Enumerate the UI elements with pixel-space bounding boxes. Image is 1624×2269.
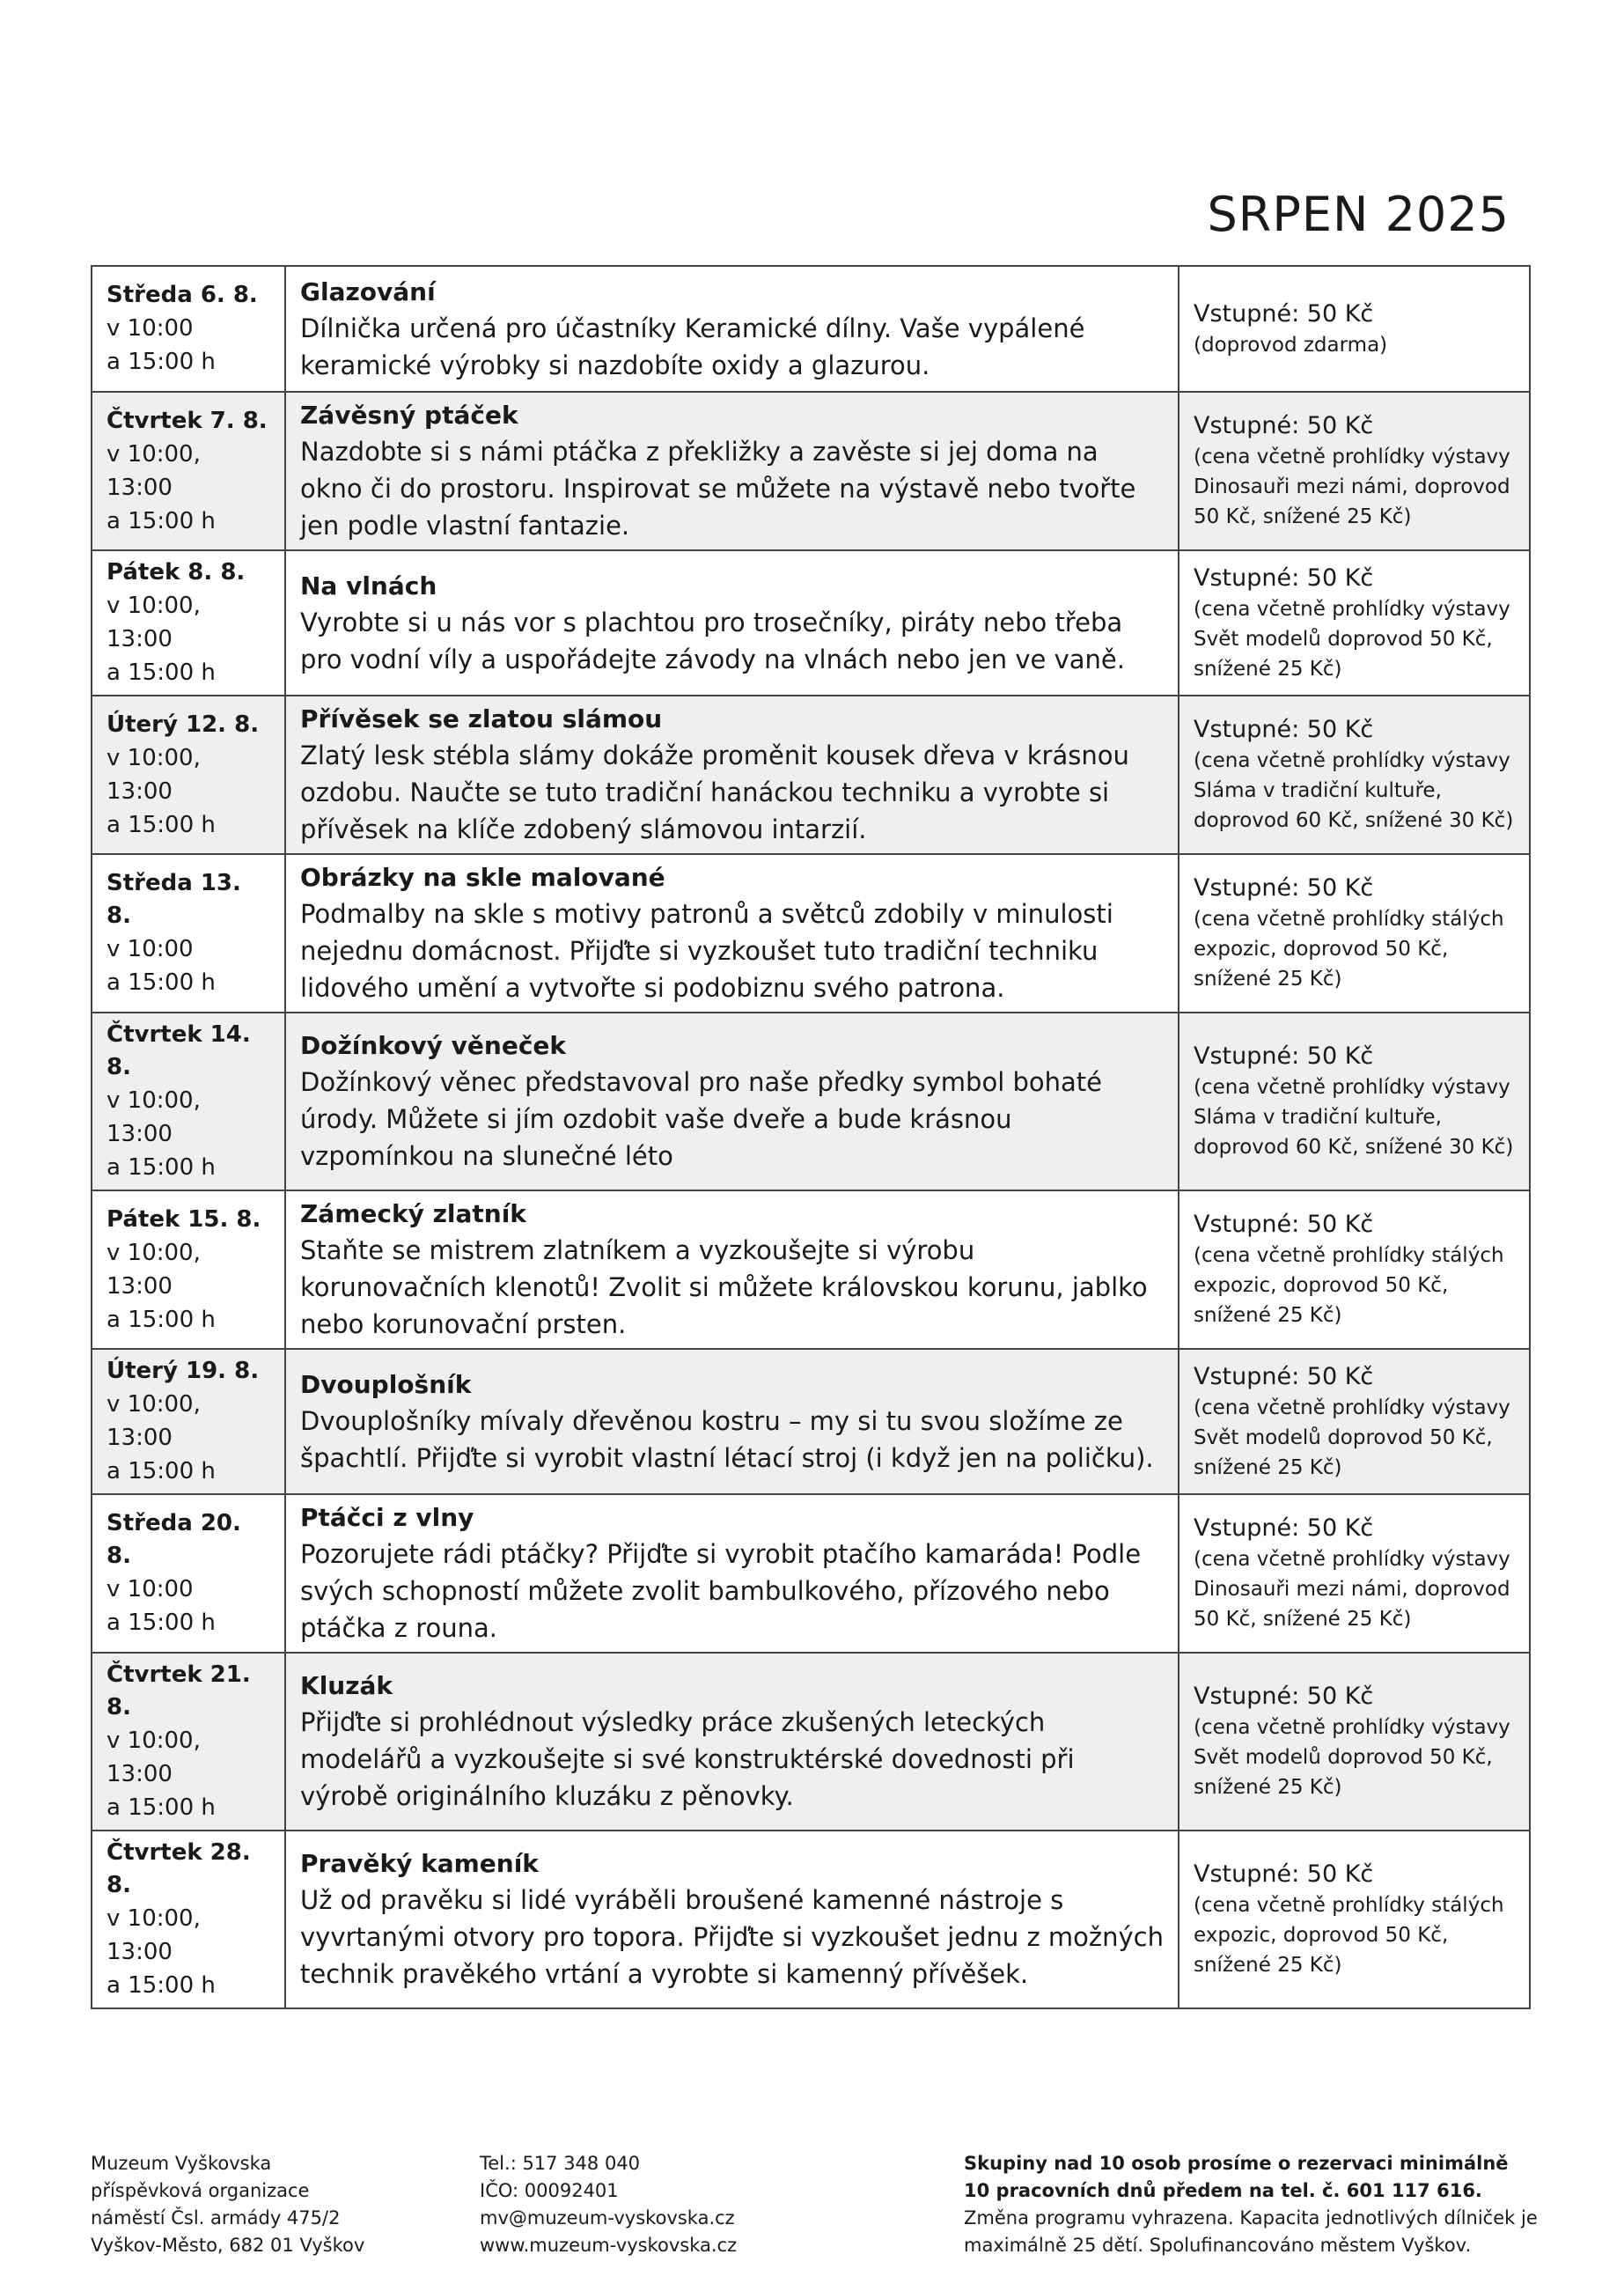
event-price: Vstupné: 50 Kč (1194, 874, 1374, 902)
event-row (92, 1190, 1530, 1349)
program-table-body (92, 266, 1530, 2008)
event-price-note: (cena včetně prohlídky výstavy Sláma v tradiční kultuře, doprovod 60 Kč, snížené 30 Kč) (1194, 749, 1514, 832)
event-description: Staňte se mistrem zlatníkem a vyzkoušejte si výrobu korunovačních klenotů! Zvolit si můžete královskou korunu, jablko nebo korunovační prsten. (300, 1235, 1148, 1339)
event-title: Na vlnách (300, 571, 437, 600)
event-description: Dožínkový věnec představoval pro naše předky symbol bohaté úrody. Můžete si jím ozdobit vaše dveře a bude krásnou vzpomínkou na slunečné léto (300, 1067, 1102, 1171)
event-program-cell (285, 696, 1179, 854)
event-row (92, 1653, 1530, 1831)
event-price: Vstupné: 50 Kč (1194, 564, 1374, 592)
event-time: v 10:00 (107, 315, 194, 342)
event-price-note: (cena včetně prohlídky výstavy Svět modelů doprovod 50 Kč, snížené 25 Kč) (1194, 597, 1510, 681)
event-price-note: (doprovod zdarma) (1194, 333, 1388, 357)
event-price: Vstupné: 50 Kč (1194, 412, 1374, 439)
event-price: Vstupné: 50 Kč (1194, 299, 1374, 328)
event-title: Přívěsek se zlatou slámou (300, 704, 663, 733)
footer-org-line: náměstí Čsl. armády 475/2 (91, 2207, 341, 2228)
event-date-cell (92, 1190, 285, 1349)
event-day: Středa 6. 8. (107, 282, 258, 308)
event-price-note: (cena včetně prohlídky výstavy Svět modelů doprovod 50 Kč, snížené 25 Kč) (1194, 1716, 1510, 1799)
event-time: v 10:00 (107, 1576, 194, 1602)
event-row (92, 696, 1530, 854)
event-program-cell (285, 1013, 1179, 1190)
event-description: Dvouplošníky mívaly dřevěnou kostru – my si tu svou složíme ze špachtlí. Přijďte si vyrobit vlastní létací stroj (i když jen na poličku). (300, 1405, 1154, 1473)
event-price: Vstupné: 50 Kč (1194, 1042, 1374, 1070)
event-title: Glazování (300, 276, 436, 306)
event-row (92, 854, 1530, 1013)
event-time: a 15:00 h (107, 1154, 216, 1181)
event-time: v 10:00, 13:00 (107, 593, 201, 652)
event-price: Vstupné: 50 Kč (1194, 1211, 1374, 1238)
event-date-cell (92, 854, 285, 1013)
event-day: Středa 13. 8. (107, 870, 241, 929)
footer-notice-line: maximálně 25 dětí. Spolufinancováno městem Vyškov. (964, 2235, 1472, 2256)
footer-organization (91, 2150, 443, 2259)
event-program-cell (285, 392, 1179, 550)
event-time: a 15:00 h (107, 507, 216, 534)
event-row (92, 1831, 1530, 2008)
event-title: Dvouplošník (300, 1369, 472, 1399)
event-time: v 10:00, 13:00 (107, 440, 201, 501)
event-description: Pozorujete rádi ptáčky? Přijďte si vyrobit ptačího kamaráda! Podle svých schopností můžete zvolit bambulkového, přízového nebo ptáčka z rouna. (300, 1539, 1142, 1643)
footer-notice-line: Změna programu vyhrazena. Kapacita jednotlivých dílniček je (964, 2207, 1538, 2228)
event-price: Vstupné: 50 Kč (1194, 1683, 1374, 1710)
footer-org-line: Vyškov-Město, 682 01 Vyškov (91, 2235, 365, 2256)
event-time: a 15:00 h (107, 1610, 216, 1636)
footer-web-link[interactable]: www.muzeum-vyskovska.cz (480, 2235, 738, 2256)
event-day: Čtvrtek 7. 8. (107, 407, 268, 434)
event-date-cell (92, 1494, 285, 1653)
event-date-cell (92, 550, 285, 696)
event-program-cell (285, 1349, 1179, 1494)
event-price-cell (1179, 696, 1530, 854)
event-time: v 10:00, 13:00 (107, 1087, 201, 1147)
event-title: Pravěký kameník (300, 1849, 539, 1878)
event-price-note: (cena včetně prohlídky stálých expozic, doprovod 50 Kč, snížené 25 Kč) (1194, 1894, 1504, 1977)
event-time: v 10:00, 13:00 (107, 1728, 201, 1787)
event-date-cell (92, 696, 285, 854)
event-time: a 15:00 h (107, 969, 216, 996)
event-program-cell (285, 1831, 1179, 2008)
event-time: a 15:00 h (107, 1794, 216, 1821)
event-program-cell (285, 266, 1179, 392)
event-price-note: (cena včetně prohlídky stálých expozic, doprovod 50 Kč, snížené 25 Kč) (1194, 1244, 1504, 1327)
footer-phone: Tel.: 517 348 040 (480, 2153, 641, 2174)
event-description: Vyrobte si u nás vor s plachtou pro trosečníky, piráty nebo třeba pro vodní víly a uspořádejte závody na vlnách nebo jen ve vaně. (300, 607, 1125, 674)
event-row (92, 1494, 1530, 1653)
footer-contact (480, 2150, 849, 2259)
event-day: Pátek 15. 8. (107, 1205, 261, 1233)
footer-notice-bold-line: 10 pracovních dnů předem na tel. č. 601 117 616. (964, 2180, 1482, 2201)
page-title: SRPEN 2025 (1207, 187, 1510, 242)
event-day: Středa 20. 8. (107, 1510, 241, 1569)
event-price: Vstupné: 50 Kč (1194, 1514, 1374, 1542)
event-time: a 15:00 h (107, 659, 216, 686)
event-price-note: (cena včetně prohlídky výstavy Svět modelů doprovod 50 Kč, snížené 25 Kč) (1194, 1396, 1510, 1479)
event-day: Pátek 8. 8. (107, 559, 246, 586)
event-program-cell (285, 1653, 1179, 1831)
event-date-cell (92, 1653, 285, 1831)
event-description: Zlatý lesk stébla slámy dokáže proměnit kousek dřeva v krásnou ozdobu. Naučte se tuto tradiční hanáckou techniku a vyrobte si přívěsek na klíče zdobený slámovou intarzií. (300, 740, 1129, 844)
event-day: Úterý 19. 8. (107, 1358, 260, 1384)
event-program-cell (285, 1190, 1179, 1349)
footer-notice (964, 2150, 1536, 2259)
event-day: Čtvrtek 28. 8. (107, 1839, 251, 1898)
event-time: a 15:00 h (107, 349, 216, 375)
event-price-cell (1179, 1831, 1530, 2008)
event-price-note: (cena včetně prohlídky výstavy Sláma v tradiční kultuře, doprovod 60 Kč, snížené 30 Kč) (1194, 1076, 1514, 1159)
event-time: v 10:00 (107, 936, 194, 962)
event-title: Závěsný ptáček (300, 401, 518, 430)
event-date-cell (92, 266, 285, 392)
event-price-cell (1179, 1190, 1530, 1349)
event-price-cell (1179, 550, 1530, 696)
event-price: Vstupné: 50 Kč (1194, 716, 1374, 743)
event-price-cell (1179, 854, 1530, 1013)
event-price-cell (1179, 1013, 1530, 1190)
event-price: Vstupné: 50 Kč (1194, 1860, 1374, 1888)
event-date-cell (92, 1013, 285, 1190)
event-program-cell (285, 1494, 1179, 1653)
event-time: a 15:00 h (107, 1972, 216, 1999)
event-price-cell (1179, 392, 1530, 550)
event-title: Zámecký zlatník (300, 1199, 526, 1228)
event-time: a 15:00 h (107, 811, 216, 838)
footer-ico: IČO: 00092401 (480, 2180, 619, 2201)
event-price-cell (1179, 266, 1530, 392)
event-program-cell (285, 854, 1179, 1013)
event-title: Obrázky na skle malované (300, 863, 665, 892)
event-time: v 10:00, 13:00 (107, 1905, 201, 1965)
event-price-note: (cena včetně prohlídky výstavy Dinosauři mezi námi, doprovod 50 Kč, snížené 25 Kč) (1194, 446, 1510, 528)
footer-org-line: příspěvková organizace (91, 2180, 310, 2201)
event-date-cell (92, 1349, 285, 1494)
event-description: Podmalby na skle s motivy patronů a světců zdobily v minulosti nejednu domácnost. Přijďte si vyzkoušet tuto tradiční techniku lidového umění a vytvořte si podobiznu svého patrona. (300, 899, 1113, 1003)
event-description: Nazdobte si s námi ptáčka z překližky a zavěste si jej doma na okno či do prostoru. Inspirovat se můžete na výstavě nebo tvořte jen podle vlastní fantazie. (300, 437, 1136, 541)
event-price-note: (cena včetně prohlídky stálých expozic, doprovod 50 Kč, snížené 25 Kč) (1194, 908, 1504, 991)
event-price: Vstupné: 50 Kč (1194, 1362, 1374, 1390)
event-price-note: (cena včetně prohlídky výstavy Dinosauři mezi námi, doprovod 50 Kč, snížené 25 Kč) (1194, 1548, 1510, 1631)
event-time: a 15:00 h (107, 1458, 216, 1484)
event-day: Úterý 12. 8. (107, 711, 260, 738)
event-price-cell (1179, 1653, 1530, 1831)
event-row (92, 1013, 1530, 1190)
event-price-cell (1179, 1349, 1530, 1494)
footer-notice-bold-line: Skupiny nad 10 osob prosíme o rezervaci minimálně (964, 2153, 1509, 2174)
event-day: Čtvrtek 14. 8. (107, 1021, 251, 1080)
event-row (92, 1349, 1530, 1494)
event-date-cell (92, 392, 285, 550)
footer-org-line: Muzeum Vyškovska (91, 2153, 272, 2174)
event-program-cell (285, 550, 1179, 696)
event-time: v 10:00, 13:00 (107, 1391, 201, 1451)
program-table (91, 265, 1531, 2009)
event-date-cell (92, 1831, 285, 2008)
event-title: Ptáčci z vlny (300, 1503, 474, 1532)
event-day: Čtvrtek 21. 8. (107, 1661, 251, 1720)
event-title: Dožínkový věneček (300, 1031, 567, 1060)
event-title: Kluzák (300, 1671, 393, 1700)
footer-email-link[interactable]: mv@muzeum-vyskovska.cz (480, 2207, 735, 2228)
event-row (92, 266, 1530, 392)
event-time: a 15:00 h (107, 1306, 216, 1333)
event-description: Už od pravěku si lidé vyráběli broušené kamenné nástroje s vyvrtanými otvory pro topora. Přijďte si vyzkoušet jednu z možných technik pravěkého vrtání a vyrobte si kamenný přívěšek. (300, 1885, 1165, 1989)
event-time: v 10:00, 13:00 (107, 1239, 201, 1300)
event-price-cell (1179, 1494, 1530, 1653)
event-row (92, 550, 1530, 696)
event-description: Přijďte si prohlédnout výsledky práce zkušených leteckých modelářů a vyzkoušejte si své konstruktérské dovednosti při výrobě originálního kluzáku z pěnovky. (300, 1707, 1075, 1811)
event-description: Dílnička určená pro účastníky Keramické dílny. Vaše vypálené keramické výrobky si nazdobíte oxidy a glazurou. (300, 313, 1085, 380)
event-time: v 10:00, 13:00 (107, 744, 201, 805)
event-row (92, 392, 1530, 550)
